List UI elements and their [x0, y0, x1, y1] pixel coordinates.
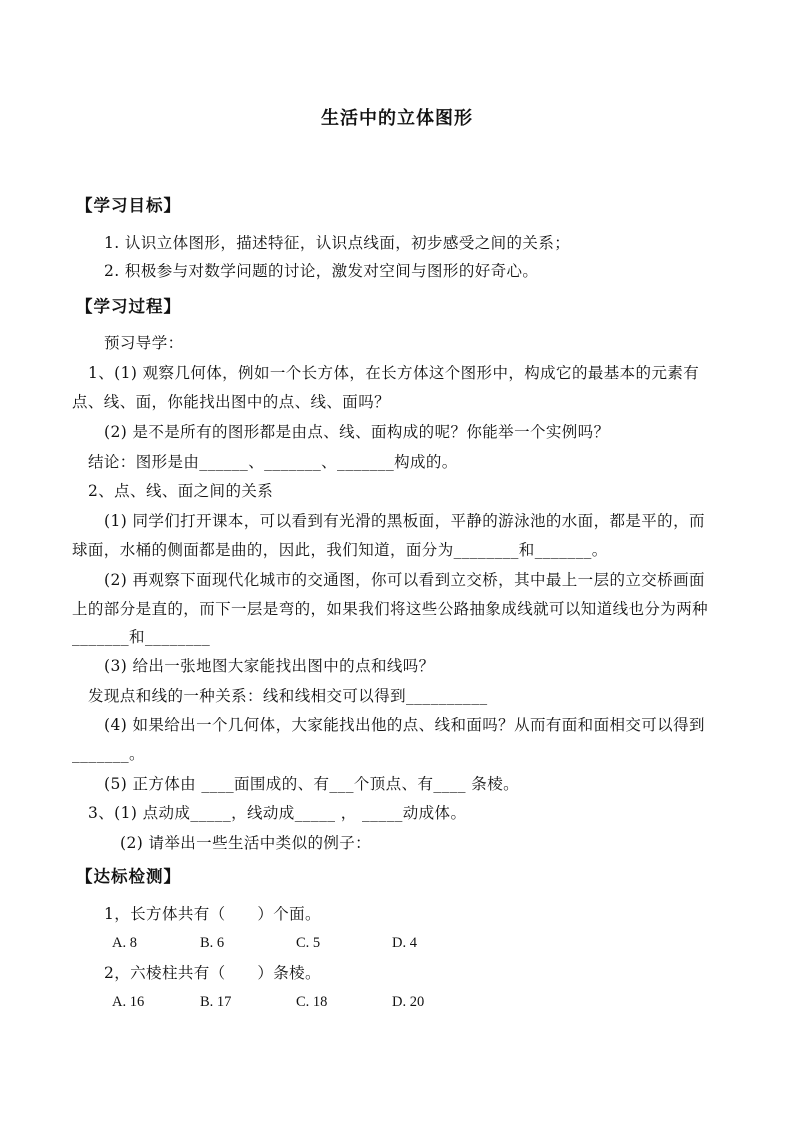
question-1-stem: 1，长方体共有（ ）个面。 — [104, 905, 321, 923]
process-line: (2) 请举出一些生活中类似的例子： — [120, 834, 372, 852]
conclusion-line: 结论：图形是由______、_______、_______构成的。 — [88, 453, 458, 471]
process-line: _______和________ — [72, 628, 211, 646]
q2-option-d: D. 20 — [392, 994, 425, 1010]
process-line: (4) 如果给出一个几何体，大家能找出他的点、线和面吗？从而有面和面相交可以得到 — [104, 716, 705, 734]
goal-item-1: 1. 认识立体图形，描述特征，认识点线面，初步感受之间的关系； — [104, 234, 571, 252]
question-2-stem: 2，六棱柱共有（ ）条棱。 — [104, 964, 321, 982]
process-line: 发现点和线的一种关系：线和线相交可以得到__________ — [88, 687, 488, 705]
process-subheading: 2、点、线、面之间的关系 — [88, 482, 274, 500]
process-line: 球面，水桶的侧面都是曲的，因此，我们知道，面分为________和_______。 — [72, 541, 608, 559]
process-line: 3、(1) 点动成_____，线动成_____ ， _____动成体。 — [88, 804, 467, 822]
process-line: _______。 — [72, 745, 145, 763]
process-line: (2) 是不是所有的图形都是由点、线、面构成的呢？你能举一个实例吗？ — [104, 423, 610, 441]
process-line: (5) 正方体由 ____面围成的、有___个顶点、有____ 条棱。 — [104, 775, 519, 793]
process-line: 上的部分是直的，而下一层是弯的，如果我们将这些公路抽象成线就可以知道线也分为两种 — [72, 600, 709, 618]
q1-option-c: C. 5 — [296, 935, 321, 951]
q1-option-b: B. 6 — [200, 935, 225, 951]
process-line: 点、线、面，你能找出图中的点、线、面吗？ — [72, 393, 391, 411]
q1-option-a: A. 8 — [112, 935, 137, 951]
process-line: (3) 给出一张地图大家能找出图中的点和线吗？ — [104, 657, 435, 675]
q2-option-b: B. 17 — [200, 994, 232, 1010]
page-title: 生活中的立体图形 — [321, 108, 473, 129]
section-heading-goals: 【学习目标】 — [76, 196, 181, 215]
q2-option-c: C. 18 — [296, 994, 328, 1010]
process-line: 1、(1) 观察几何体，例如一个长方体，在长方体这个图形中，构成它的最基本的元素有 — [88, 364, 700, 382]
q2-option-a: A. 16 — [112, 994, 145, 1010]
section-heading-process: 【学习过程】 — [76, 297, 181, 316]
section-heading-check: 【达标检测】 — [76, 867, 181, 886]
q1-option-d: D. 4 — [392, 935, 417, 951]
process-line: (2) 再观察下面现代化城市的交通图，你可以看到立交桥，其中最上一层的立交桥画面 — [104, 571, 705, 589]
goal-item-2: 2. 积极参与对数学问题的讨论，激发对空间与图形的好奇心。 — [104, 262, 539, 280]
process-line: (1) 同学们打开课本，可以看到有光滑的黑板面，平静的游泳池的水面，都是平的，而 — [104, 512, 705, 530]
preview-label: 预习导学： — [104, 334, 184, 352]
